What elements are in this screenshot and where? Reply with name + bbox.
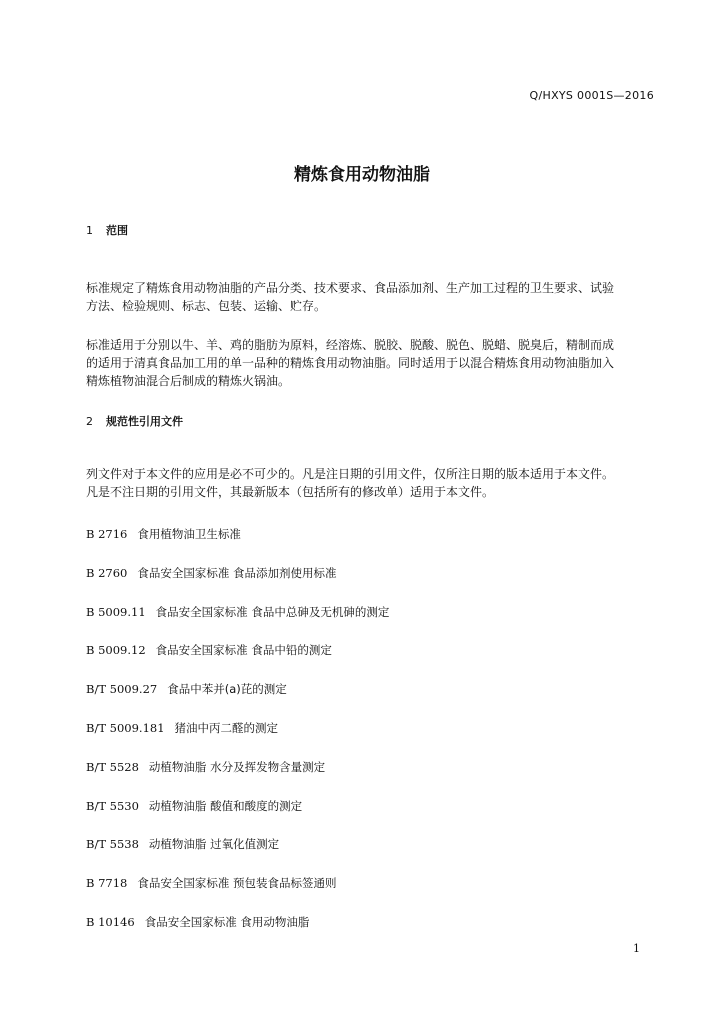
reference-item: [86, 527, 389, 566]
reference-item: [86, 876, 389, 915]
reference-item: [86, 643, 389, 682]
section-heading-normative-refs: [86, 413, 183, 429]
scope-paragraph-2: 标准适用于分别以牛、羊、鸡的脂肪为原料，经溶炼、脱胶、脱酸、脱色、脱蜡、脱臭后，精制而成 的适用于清真食品加工用的单一品种的精炼食用动物油脂。同时适用于以混合精炼食用动物油脂加入 精炼植物油混合后制成的精炼火锅油。: [86, 338, 615, 388]
reference-item: [86, 760, 389, 799]
reference-code: B/T 5009.181: [86, 720, 165, 735]
reference-name: 猪油中丙二醛的测定: [174, 720, 279, 735]
standard-code: Q/HXYS 0001S—2016: [529, 89, 654, 102]
reference-code: B 10146: [86, 914, 135, 929]
reference-name: 食品中苯并(a)芘的测定: [167, 682, 287, 697]
reference-name: 食用植物油卫生标准: [137, 527, 241, 541]
reference-list: [86, 527, 389, 954]
section-number: 1: [86, 224, 93, 237]
normative-refs-intro: 列文件对于本文件的应用是必不可少的。凡是注日期的引用文件，仅所注日期的版本适用于本文件。 凡是不注日期的引用文件，其最新版本（包括所有的修改单）适用于本文件。: [86, 467, 615, 499]
section-number: 2: [86, 415, 93, 428]
reference-code: B/T 5538: [86, 837, 139, 852]
reference-item: [86, 605, 389, 644]
reference-code: B/T 5528: [86, 759, 139, 774]
reference-code: B/T 5530: [86, 798, 139, 813]
section-heading-scope: [86, 222, 128, 238]
reference-name: 动植物油脂 水分及挥发物含量测定: [148, 759, 326, 774]
page-number: 1: [633, 942, 640, 955]
reference-item: [86, 721, 389, 760]
reference-name: 食品安全国家标准 食品中铅的测定: [155, 643, 332, 658]
reference-code: B 2760: [86, 565, 128, 580]
reference-name: 食品安全国家标准 食用动物油脂: [144, 914, 310, 929]
document-title: 精炼食用动物油脂: [294, 165, 430, 185]
reference-code: B 7718: [86, 876, 128, 891]
reference-item: [86, 682, 389, 721]
reference-name: 食品安全国家标准 食品中总砷及无机砷的测定: [155, 604, 390, 619]
reference-item: [86, 915, 389, 954]
reference-item: [86, 566, 389, 605]
reference-item: [86, 837, 389, 876]
reference-name: 食品安全国家标准 预包装食品标签通则: [137, 876, 337, 891]
reference-name: 食品安全国家标准 食品添加剂使用标准: [137, 565, 337, 580]
reference-item: [86, 799, 389, 838]
reference-code: B 2716: [86, 527, 128, 541]
section-title: 规范性引用文件: [106, 415, 183, 428]
section-title: 范围: [106, 224, 128, 237]
scope-paragraph-1: 标准规定了精炼食用动物油脂的产品分类、技术要求、食品添加剂、生产加工过程的卫生要求、试验 方法、检验规则、标志、包装、运输、贮存。: [86, 281, 615, 313]
reference-name: 动植物油脂 酸值和酸度的测定: [148, 798, 303, 813]
reference-code: B/T 5009.27: [86, 682, 158, 697]
reference-code: B 5009.12: [86, 643, 146, 658]
reference-name: 动植物油脂 过氧化值测定: [148, 837, 280, 852]
reference-code: B 5009.11: [86, 604, 146, 619]
